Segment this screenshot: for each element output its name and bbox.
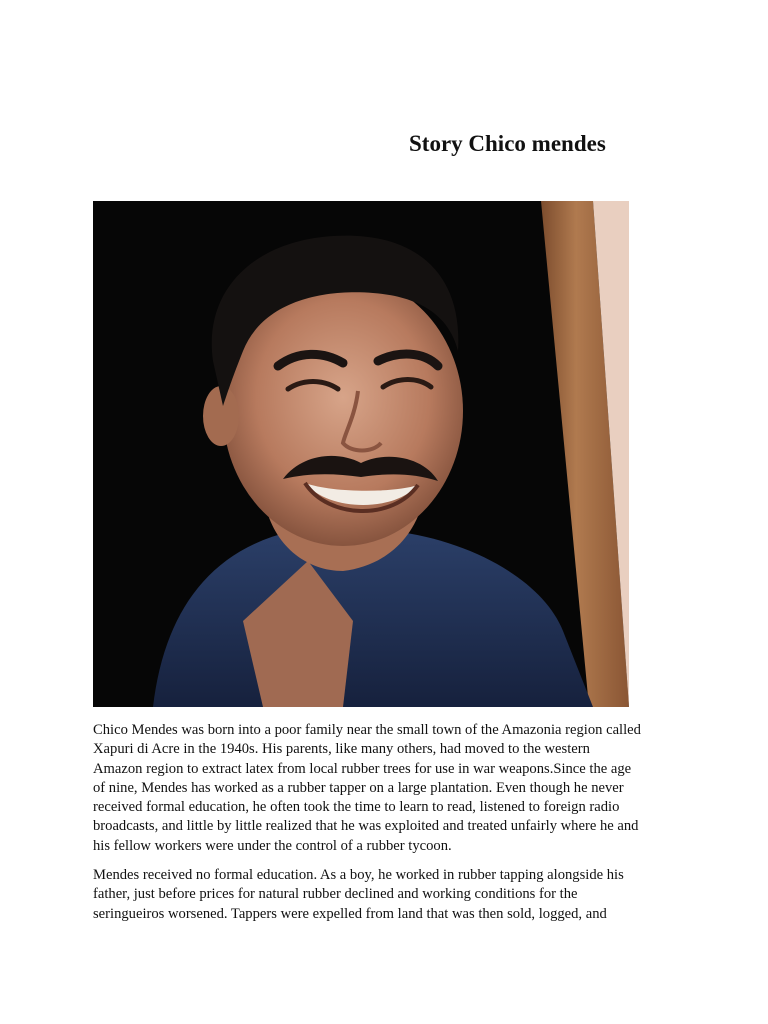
page-title: Story Chico mendes <box>409 131 606 156</box>
paragraph-1: Chico Mendes was born into a poor family near the small town of the Amazonia region called Xapuri di Acre in the 1940s. His parents, like many others, had moved to the western Amazon region to extract latex from local rubber trees for use in war weapons.Since the age of nine, Mendes has worked as a rubber tapper on a large plantation. Even though he never received formal education, he often took the time to learn to read, listened to foreign radio broadcasts, and little by little realized that he was exploited and treated unfairly where he and his fellow workers were under the control of a rubber tycoon. <box>93 722 641 854</box>
paragraph-2: Mendes received no formal education. As a boy, he worked in rubber tapping alongside his father, just before prices for natural rubber declined and working conditions for the seringueiros worsened. Tappers were expelled from land that was then sold, logged, and <box>93 867 624 922</box>
portrait-photo <box>93 201 629 707</box>
